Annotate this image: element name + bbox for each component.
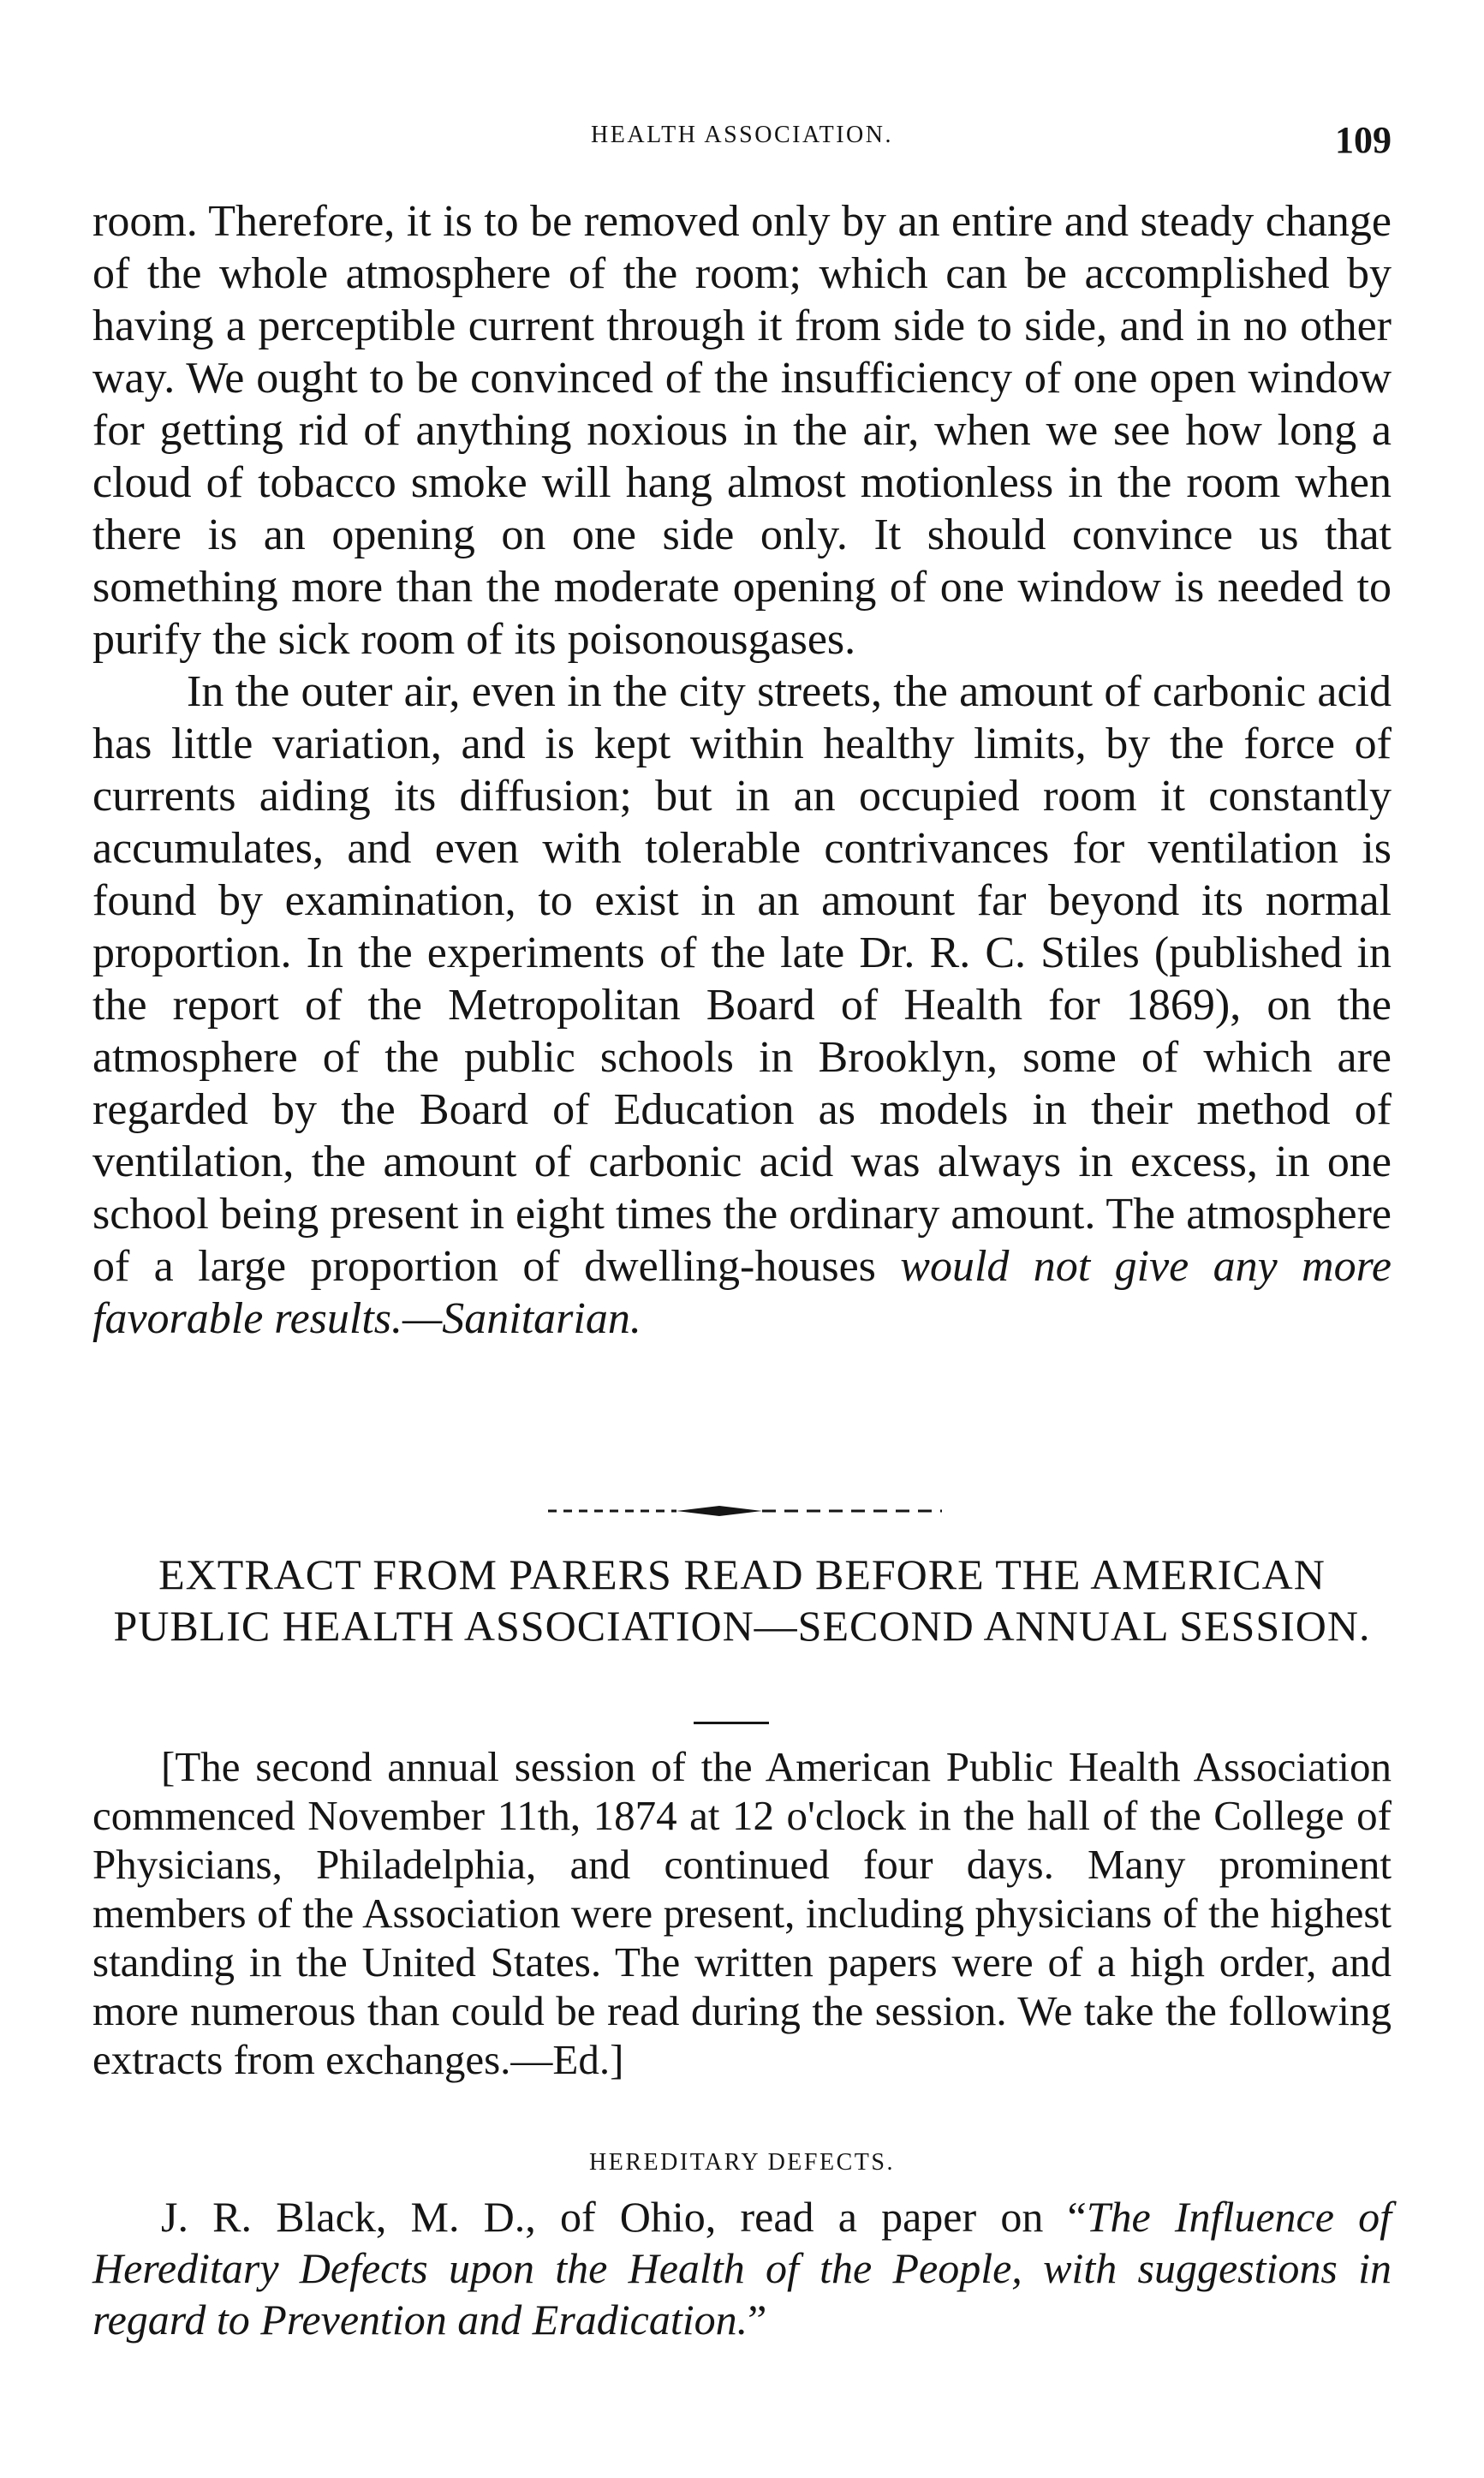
article-continuation	[92, 195, 1392, 1345]
paragraph-ventilation: room. Therefore, it is to be removed only by an entire and steady change of the whole atmosphere of the room; which can be accomplished by having a perceptible current through it from side to side, and in no other way. We ought to be convinced of the insufficiency of one open window for getting rid of anything noxious in the air, when we see how long a cloud of tobacco smoke will hang almost motionless in the room when there is an opening on one side only. It should convince us that something more than the moderate opening of one window is needed to purify the sick room of its poisonousgases.	[92, 197, 1392, 664]
paper-title: The Influence of Hereditary Defects upon the Health of the People, with suggestions in regard to Prevention and Eradication.	[92, 2193, 1392, 2344]
source-attribution: —Sanitarian.	[402, 1294, 641, 1343]
section-title: EXTRACT FROM PARERS READ BEFORE THE AMERICAN PUBLIC HEALTH ASSOCIATION—SECOND ANNUAL SESSION.	[113, 1550, 1371, 1650]
decorative-separator	[548, 1502, 942, 1520]
paragraph-editor-note: [The second annual session of the American Public Health Association commenced November 11th, 1874 at 12 o'clock in the hall of the College of Physicians, Philadelphia, and continued four days. Many prominent members of the Association were present, including physicians of the highest standing in the United States. The written papers were of a high order, and more numerous than could be read during the session. We take the following extracts from exchanges.—Ed.]	[92, 1743, 1392, 2083]
title-rule	[694, 1722, 769, 1724]
sub-heading: HEREDITARY DEFECTS.	[589, 2149, 895, 2176]
running-title: HEALTH ASSOCIATION.	[591, 122, 893, 148]
closing-quote: ”	[748, 2296, 767, 2344]
page-number: 109	[1335, 119, 1392, 161]
paragraph-carbonic-acid-text: In the outer air, even in the city streets, the amount of carbonic acid has little variation, and is kept within healthy limits, by the force of currents aiding its diffusion; but in an occupied room it constantly accumulates, and even with tolerable contrivances for ventilation is found by examination, to exist in an amount far beyond its normal proportion. In the experiments of the late Dr. R. C. Stiles (published in the report of the Metropolitan Board of Health for 1869), on the atmosphere of the public schools in Brooklyn, some of which are regarded by the Board of Education as models in their method of ventilation, the amount of carbonic acid was always in excess, in one school being present in eight times the ordinary amount. The atmosphere of a large proportion of dwelling-houses	[92, 667, 1392, 1291]
paragraph-carbonic-acid-italic: would not give any more favorable results.	[92, 1242, 1392, 1343]
running-head	[92, 118, 1392, 170]
paragraph-black-paper	[92, 2191, 1392, 2345]
paragraph-carbonic-acid	[92, 666, 1392, 1345]
paragraph-black-paper-text: J. R. Black, M. D., of Ohio, read a paper on “	[161, 2193, 1087, 2241]
